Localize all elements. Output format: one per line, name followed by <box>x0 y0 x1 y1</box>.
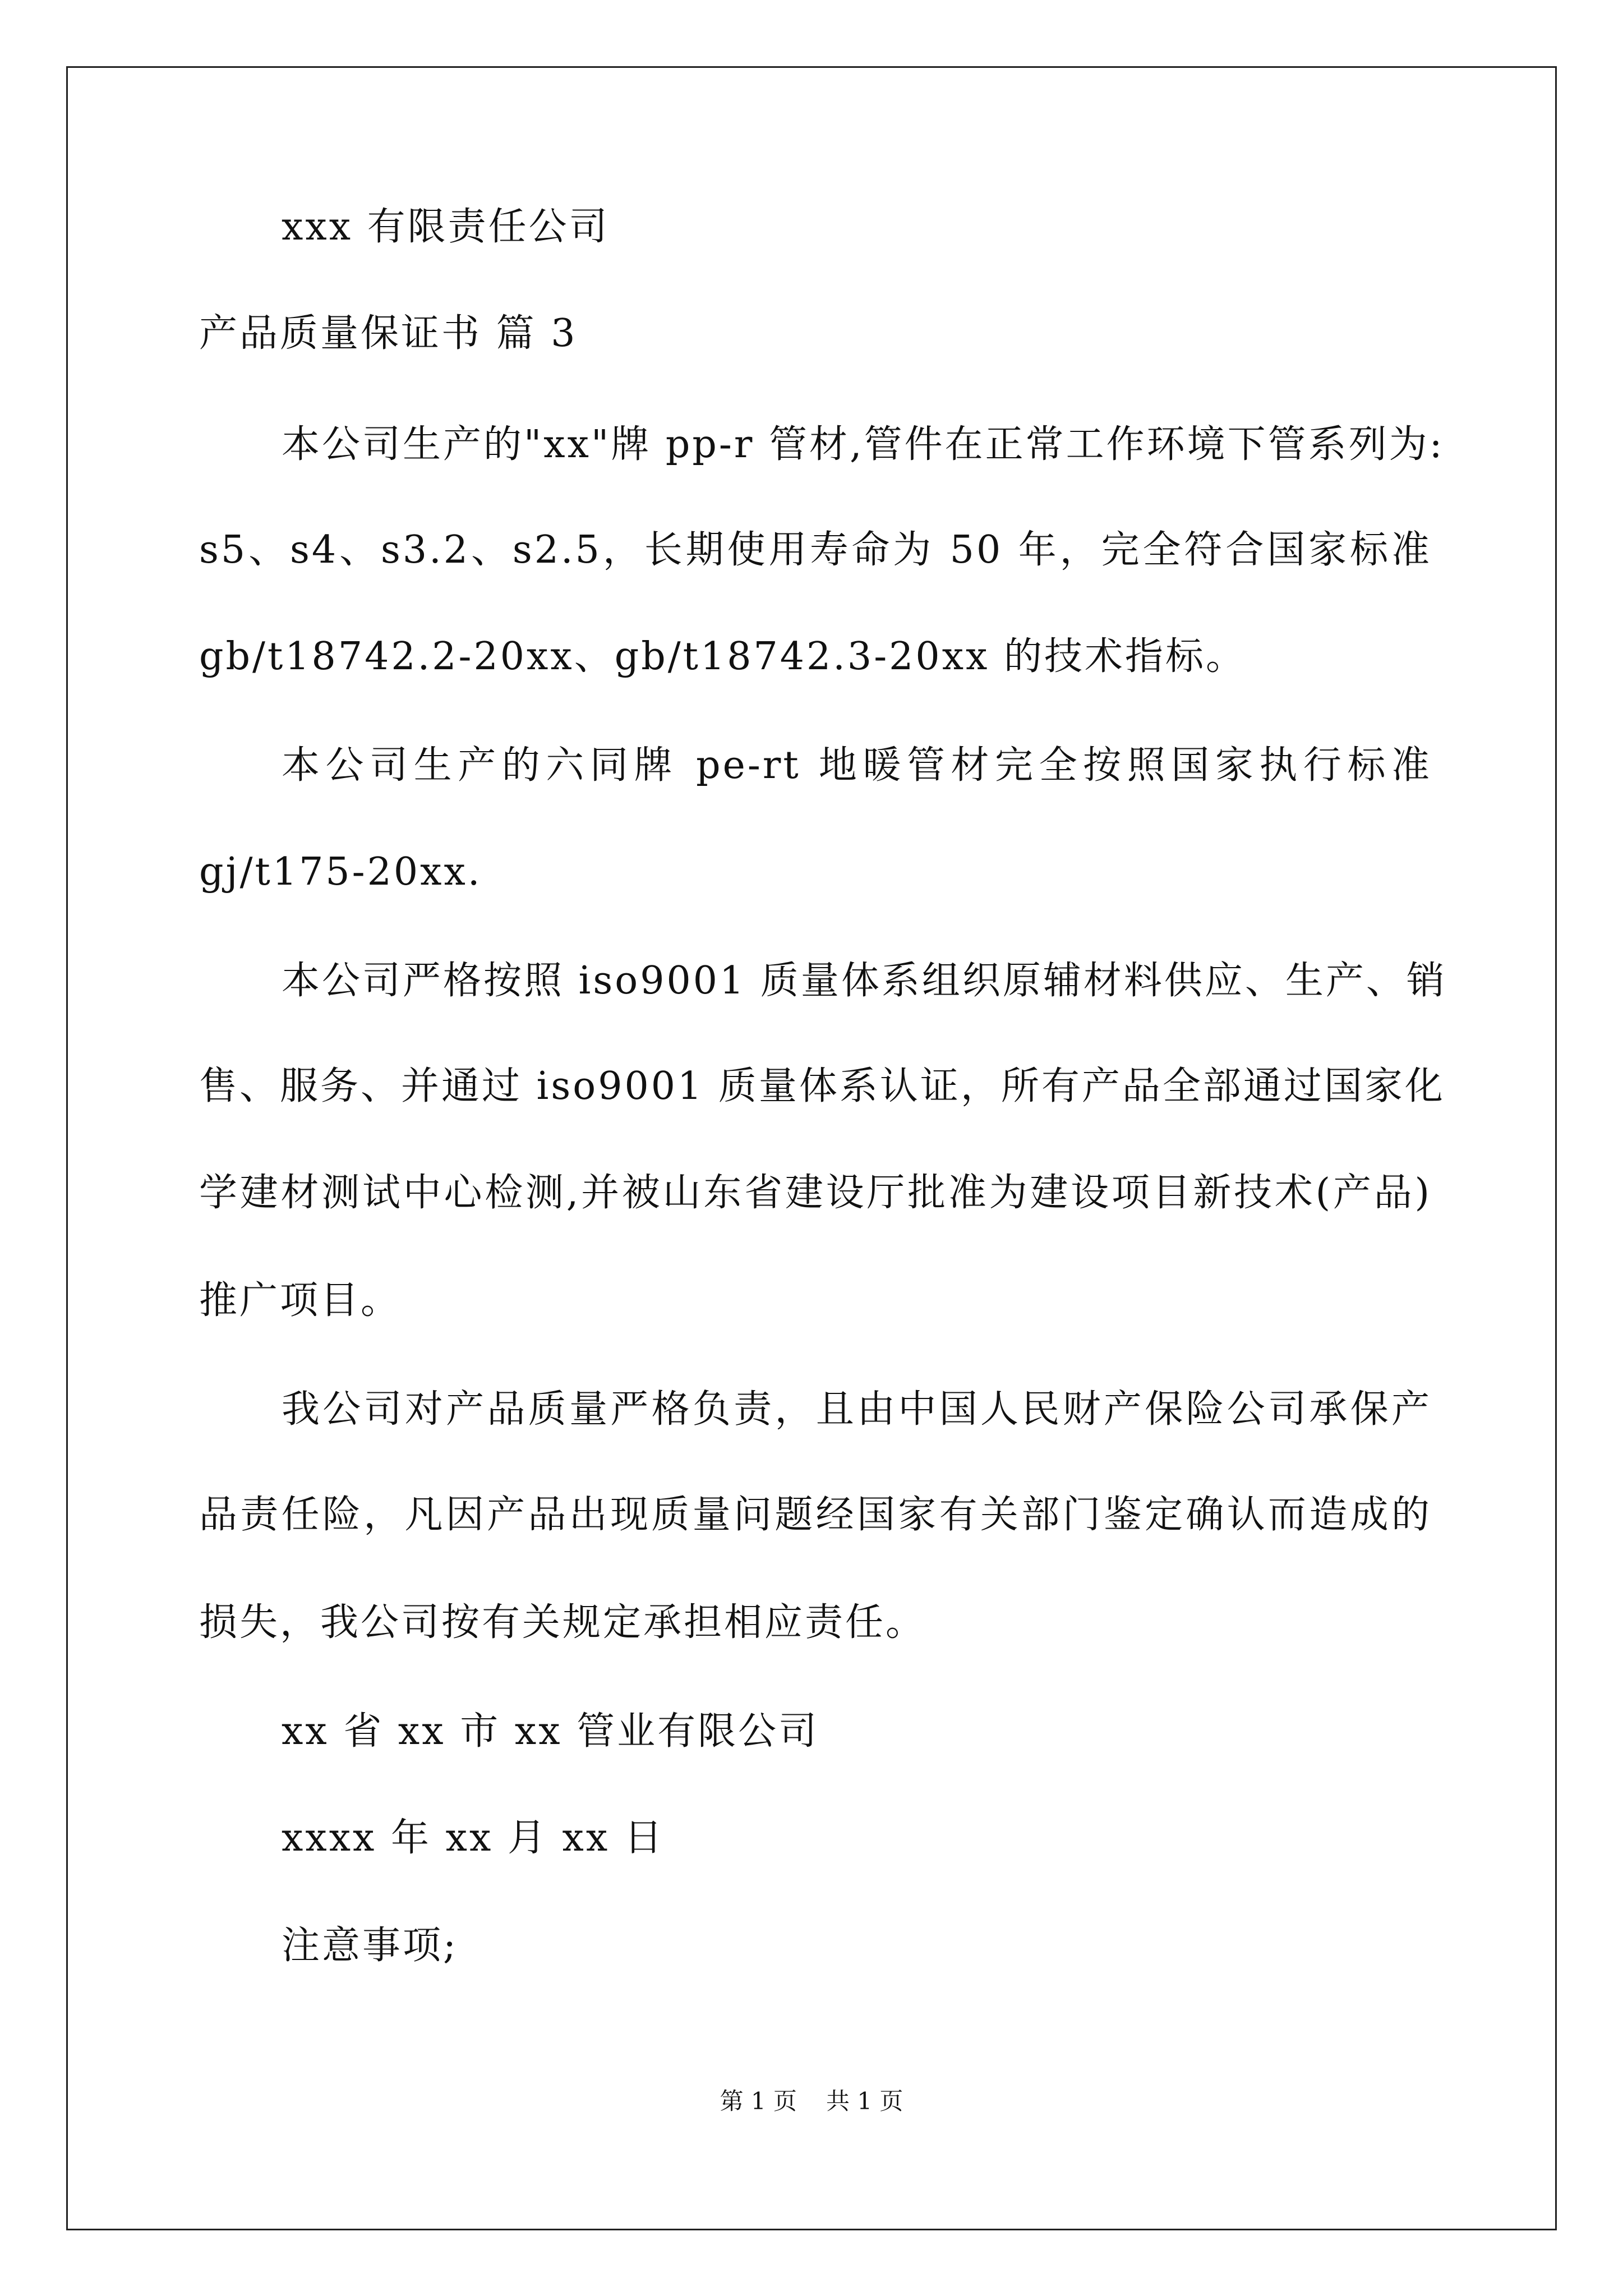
paragraph1-line1: 本公司生产的"xx"牌 pp-r 管材,管件在正常工作环境下管系列为: <box>282 422 1445 467</box>
paragraph1-line2: s5、s4、s3.2、s2.5，长期使用寿命为 50 年，完全符合国家标准 <box>199 528 1432 572</box>
paragraph4-line3: 损失，我公司按有关规定承担相应责任。 <box>199 1600 926 1645</box>
company-line: xxx 有限责任公司 <box>282 205 610 249</box>
paragraph3-line4: 推广项目。 <box>199 1278 402 1323</box>
signature-date: xxxx 年 xx 月 xx 日 <box>282 1816 665 1860</box>
paragraph2-line1: 本公司生产的六同牌 pe-rt 地暖管材完全按照国家执行标准 <box>282 743 1432 788</box>
page-total: 共 1 页 <box>826 2087 903 2115</box>
paragraph4-line1: 我公司对产品质量严格负责，且由中国人民财产保险公司承保产 <box>282 1387 1432 1432</box>
page-border <box>66 66 1557 2230</box>
page-number: 第 1 页 <box>720 2087 797 2115</box>
page-footer <box>0 2085 1623 2118</box>
paragraph3-line2: 售、服务、并通过 iso9001 质量体系认证，所有产品全部通过国家化 <box>199 1064 1445 1108</box>
paragraph3-line1: 本公司严格按照 iso9001 质量体系组织原辅材料供应、生产、销 <box>282 959 1447 1003</box>
paragraph1-line3: gb/t18742.2-20xx、gb/t18742.3-20xx 的技术指标。 <box>199 634 1247 679</box>
paragraph3-line3: 学建材测试中心检测,并被山东省建设厅批准为建设项目新技术(产品) <box>199 1171 1432 1215</box>
paragraph2-line2: gj/t175-20xx. <box>199 850 482 894</box>
paragraph4-line2: 品责任险，凡因产品出现质量问题经国家有关部门鉴定确认而造成的 <box>199 1493 1432 1537</box>
section-title: 产品质量保证书 篇 3 <box>199 311 578 356</box>
notes-heading: 注意事项; <box>282 1924 458 1968</box>
signature-company: xx 省 xx 市 xx 管业有限公司 <box>282 1709 819 1754</box>
